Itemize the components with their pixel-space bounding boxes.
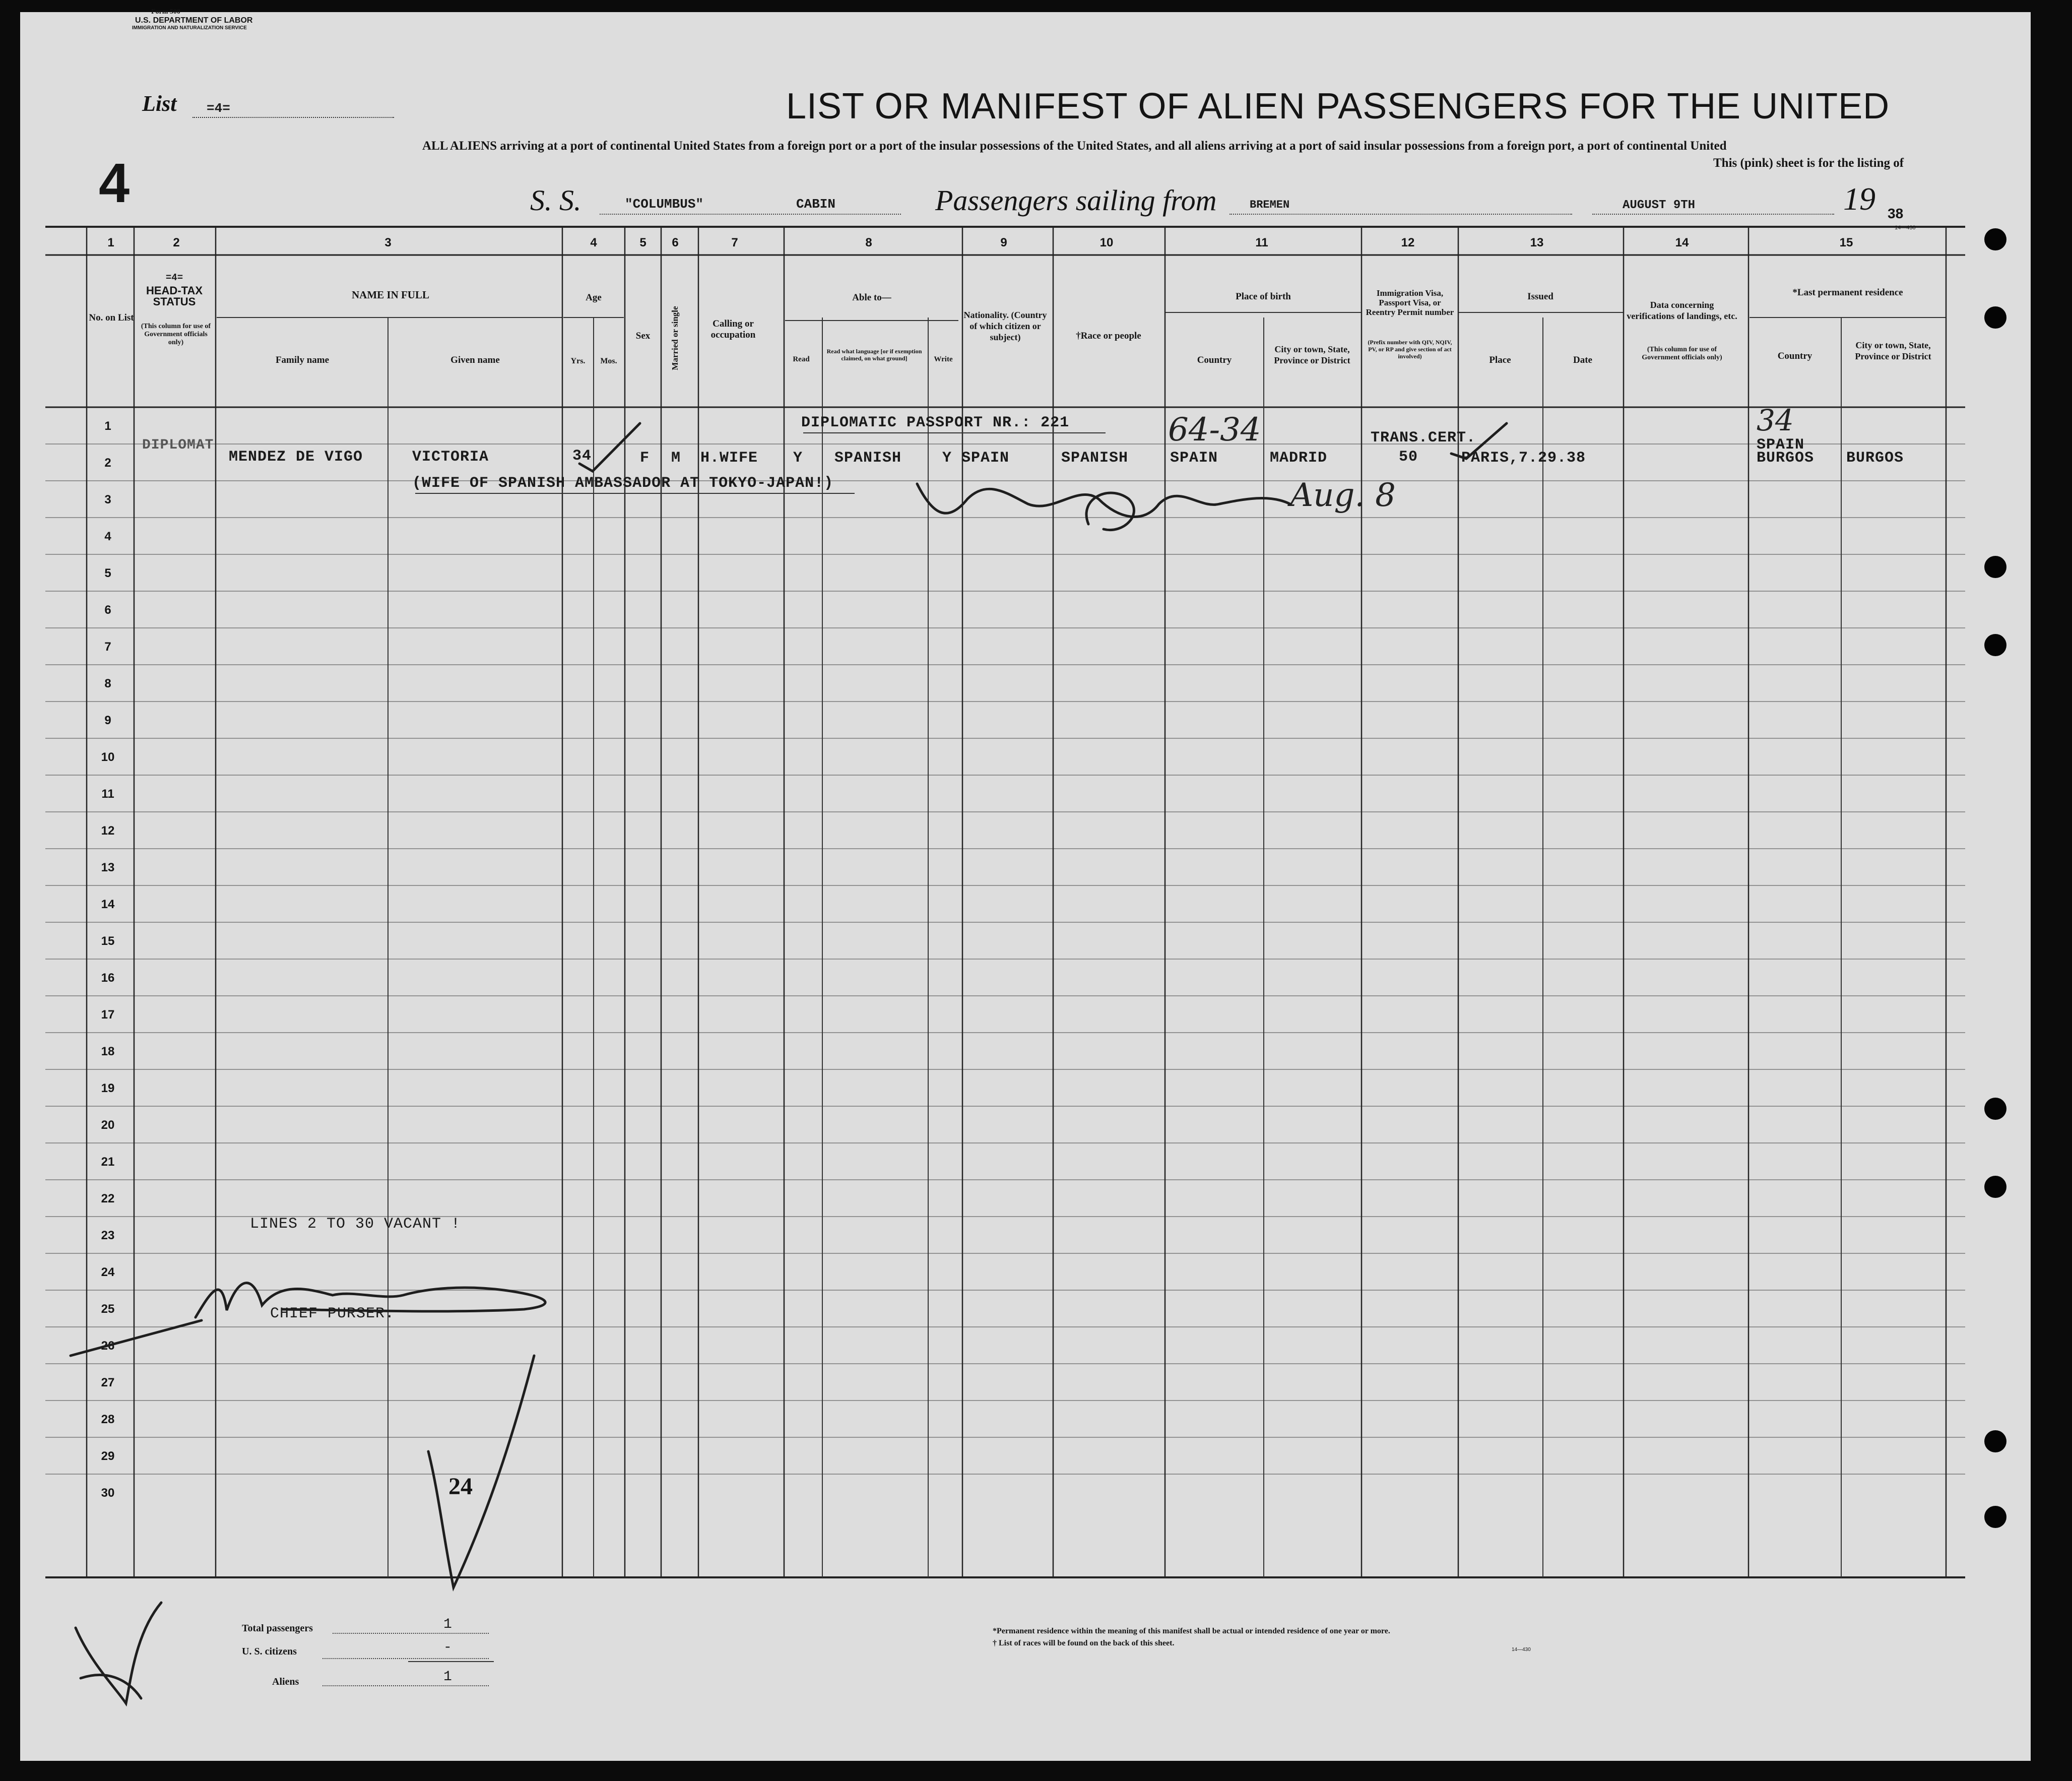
remark-line: (WIFE OF SPANISH AMBASSADOR AT TOKYO-JAPAN!) bbox=[412, 475, 834, 492]
header-verification-note: (This column for use of Government officials only) bbox=[1642, 346, 1722, 361]
year-prefix: 19 bbox=[1843, 181, 1875, 217]
row-number: 24 bbox=[101, 1265, 115, 1279]
row-number: 11 bbox=[101, 787, 114, 801]
row-number: 12 bbox=[101, 824, 115, 838]
header-able-to: Able to— bbox=[852, 292, 891, 303]
row-number: 28 bbox=[101, 1413, 115, 1426]
ship-name: "COLUMBUS" bbox=[625, 197, 704, 212]
age-years: 34 bbox=[572, 448, 592, 465]
row-number: 27 bbox=[101, 1376, 115, 1389]
checkmark-visa bbox=[1451, 423, 1507, 459]
aliens-value: 1 bbox=[443, 1669, 452, 1685]
purser-signature-tail bbox=[71, 1320, 202, 1356]
row-number: 20 bbox=[101, 1118, 115, 1132]
form-number: Form 500 bbox=[151, 8, 180, 16]
write-value: Y bbox=[942, 450, 952, 467]
race-value: SPANISH bbox=[1061, 450, 1129, 467]
row-number: 8 bbox=[104, 677, 111, 690]
column-number: 8 bbox=[865, 236, 872, 249]
purser-signature bbox=[196, 1283, 545, 1317]
header-age: Age bbox=[586, 292, 602, 303]
form-code: 14—430 bbox=[1895, 225, 1916, 231]
language-value: SPANISH bbox=[834, 450, 902, 467]
totals-rule bbox=[408, 1661, 494, 1662]
header-verification: Data concerning verifications of landings, etc. bbox=[1627, 300, 1737, 321]
inspector-signature-loop bbox=[1086, 493, 1134, 530]
residence-city: BURGOS bbox=[1846, 450, 1904, 467]
manifest-title: LIST OR MANIFEST OF ALIEN PASSENGERS FOR THE UNITED bbox=[786, 86, 1890, 126]
head-tax-status: DIPLOMAT bbox=[142, 437, 214, 453]
list-value: =4= bbox=[207, 101, 230, 116]
chief-purser: CHIEF PURSER. bbox=[270, 1305, 395, 1322]
total-passengers-label: Total passengers bbox=[242, 1623, 313, 1634]
handwritten-date-note: Aug. 8 bbox=[1290, 477, 1396, 514]
sail-date: AUGUST 9TH bbox=[1623, 199, 1696, 212]
issued-place-date: PARIS,7.29.38 bbox=[1461, 450, 1586, 467]
header-head-tax: HEAD-TAX STATUS bbox=[146, 284, 203, 308]
checkmark-age bbox=[579, 423, 640, 471]
birth-city-value: MADRID bbox=[1270, 450, 1328, 467]
column-number: 10 bbox=[1099, 236, 1114, 249]
handwritten-code: 64-34 bbox=[1168, 411, 1261, 449]
total-dots bbox=[333, 1633, 489, 1634]
header-race: †Race or people bbox=[1076, 331, 1141, 341]
visa-line-1: TRANS.CERT. bbox=[1371, 429, 1476, 447]
given-name: VICTORIA bbox=[412, 449, 489, 466]
occupation-value: H.WIFE bbox=[700, 450, 758, 467]
header-married: Married or single bbox=[670, 306, 680, 370]
header-nationality: Nationality. (Country of which citizen or subject) bbox=[963, 310, 1047, 342]
big-list-number: 4 bbox=[99, 152, 130, 214]
service-label: IMMIGRATION AND NATURALIZATION SERVICE bbox=[132, 25, 247, 31]
header-calling: Calling or occupation bbox=[710, 319, 756, 340]
total-passengers-value: 1 bbox=[443, 1617, 452, 1632]
row-number: 15 bbox=[101, 934, 115, 948]
header-issued-place: Place bbox=[1489, 355, 1511, 365]
department-label: U.S. DEPARTMENT OF LABOR bbox=[135, 16, 253, 25]
manifest-subtitle-2: This (pink) sheet is for the listing of bbox=[1713, 156, 1904, 170]
column-number: 15 bbox=[1839, 236, 1853, 249]
header-yrs: Yrs. bbox=[570, 357, 586, 365]
header-res-city: City or town, State, Province or District bbox=[1855, 340, 1931, 361]
column-number: 7 bbox=[731, 236, 738, 249]
birth-country-value: SPAIN bbox=[1170, 450, 1218, 467]
handwritten-residence-code: 34 bbox=[1757, 403, 1794, 437]
ss-label: S. S. bbox=[530, 184, 581, 217]
row-number: 2 bbox=[104, 456, 111, 470]
row-number: 30 bbox=[101, 1486, 115, 1500]
residence-country-2: BURGOS bbox=[1757, 450, 1815, 467]
header-head-tax-note: (This column for use of Government officials only) bbox=[141, 323, 211, 346]
corner-check-mark bbox=[76, 1603, 161, 1703]
nationality-value: SPAIN bbox=[961, 450, 1010, 467]
corner-scribble bbox=[81, 1675, 141, 1698]
header-no-on-list: No. on List bbox=[89, 312, 134, 323]
row-number: 26 bbox=[101, 1339, 115, 1353]
row-number: 25 bbox=[101, 1302, 115, 1316]
diplomatic-passport: DIPLOMATIC PASSPORT NR.: 221 bbox=[801, 414, 1070, 431]
list-label: List bbox=[142, 91, 177, 116]
header-place-of-birth: Place of birth bbox=[1236, 291, 1291, 302]
us-citizens-label: U. S. citizens bbox=[242, 1646, 297, 1657]
row-number: 29 bbox=[101, 1449, 115, 1463]
marital-value: M bbox=[671, 450, 681, 467]
header-visa-note: (Prefix number with QIV, NQIV, PV, or RP and give section of act involved) bbox=[1368, 339, 1452, 360]
row-number: 1 bbox=[104, 419, 111, 433]
row-number: 14 bbox=[101, 898, 115, 911]
citizens-dots bbox=[322, 1658, 489, 1659]
us-citizens-value: - bbox=[443, 1640, 452, 1656]
large-check-mark bbox=[428, 1356, 534, 1587]
row-number: 17 bbox=[101, 1008, 115, 1022]
column-number: 5 bbox=[639, 236, 646, 249]
row-number: 10 bbox=[101, 750, 115, 764]
sex-value: F bbox=[640, 450, 650, 467]
inspector-signature-stroke bbox=[917, 484, 1290, 517]
header-last-residence: *Last permanent residence bbox=[1792, 287, 1903, 298]
footnote-residence: *Permanent residence within the meaning of this manifest shall be actual or intended residence of one year or more. bbox=[993, 1627, 1390, 1635]
footnote-code: 14—430 bbox=[1512, 1647, 1531, 1652]
header-write: Write bbox=[934, 355, 953, 363]
column-number: 13 bbox=[1530, 236, 1544, 249]
row-number: 22 bbox=[101, 1192, 115, 1205]
header-issued-date: Date bbox=[1573, 355, 1592, 365]
column-number: 11 bbox=[1255, 236, 1268, 249]
column-number: 6 bbox=[672, 236, 679, 249]
residence-country: SPAIN bbox=[1757, 436, 1805, 454]
header-read: Read bbox=[793, 355, 810, 363]
header-birth-city: City or town, State, Province or District bbox=[1274, 344, 1350, 365]
header-read-language: Read what language [or if exemption claimed, on what ground] bbox=[826, 348, 922, 362]
row-number: 5 bbox=[104, 566, 111, 580]
column-number: 1 bbox=[107, 236, 114, 249]
header-mos: Mos. bbox=[600, 357, 617, 365]
vacant-note: LINES 2 TO 30 VACANT ! bbox=[250, 1216, 461, 1233]
header-sex: Sex bbox=[635, 331, 651, 341]
footnote-races: † List of races will be found on the back of this sheet. bbox=[993, 1639, 1175, 1647]
header-family-name: Family name bbox=[275, 355, 330, 365]
page-number: 24 bbox=[448, 1473, 473, 1500]
aliens-label: Aliens bbox=[272, 1676, 299, 1687]
row-number: 3 bbox=[104, 493, 111, 506]
column-number: 2 bbox=[173, 236, 180, 249]
column-number: 12 bbox=[1401, 236, 1415, 249]
column-number: 14 bbox=[1675, 236, 1689, 249]
row-number: 18 bbox=[101, 1045, 115, 1058]
year-suffix: 38 bbox=[1888, 206, 1904, 221]
column-number: 9 bbox=[1000, 236, 1007, 249]
read-value: Y bbox=[793, 450, 803, 467]
row-number: 6 bbox=[104, 603, 111, 617]
row-number: 16 bbox=[101, 971, 115, 985]
row-number: 9 bbox=[104, 714, 111, 727]
header-res-country: Country bbox=[1777, 351, 1812, 361]
header-head-tax-mark: =4= bbox=[165, 272, 183, 283]
header-given-name: Given name bbox=[450, 355, 500, 365]
row-number: 7 bbox=[104, 640, 111, 654]
row-number: 19 bbox=[101, 1082, 115, 1095]
family-name: MENDEZ DE VIGO bbox=[229, 449, 363, 466]
aliens-dots bbox=[322, 1685, 489, 1686]
header-issued: Issued bbox=[1527, 291, 1553, 302]
sailing-label: Passengers sailing from bbox=[935, 184, 1217, 217]
visa-line-2: 50 bbox=[1399, 449, 1418, 466]
header-name-in-full: NAME IN FULL bbox=[351, 289, 429, 301]
row-number: 4 bbox=[104, 530, 111, 543]
column-number: 4 bbox=[590, 236, 597, 249]
row-number: 13 bbox=[101, 861, 115, 874]
row-number: 21 bbox=[101, 1155, 115, 1169]
manifest-subtitle: ALL ALIENS arriving at a port of continental United States from a foreign port or a port of the insular possessions of the United States, and all aliens arriving at a port of said insular possessions from a foreign port, a port of continental United bbox=[422, 139, 1727, 153]
header-visa: Immigration Visa, Passport Visa, or Reentry Permit number bbox=[1366, 288, 1454, 317]
header-birth-country: Country bbox=[1197, 355, 1232, 365]
column-number: 3 bbox=[384, 236, 392, 249]
ship-class: CABIN bbox=[796, 197, 836, 212]
row-number: 23 bbox=[101, 1229, 115, 1242]
port-name: BREMEN bbox=[1250, 199, 1290, 211]
